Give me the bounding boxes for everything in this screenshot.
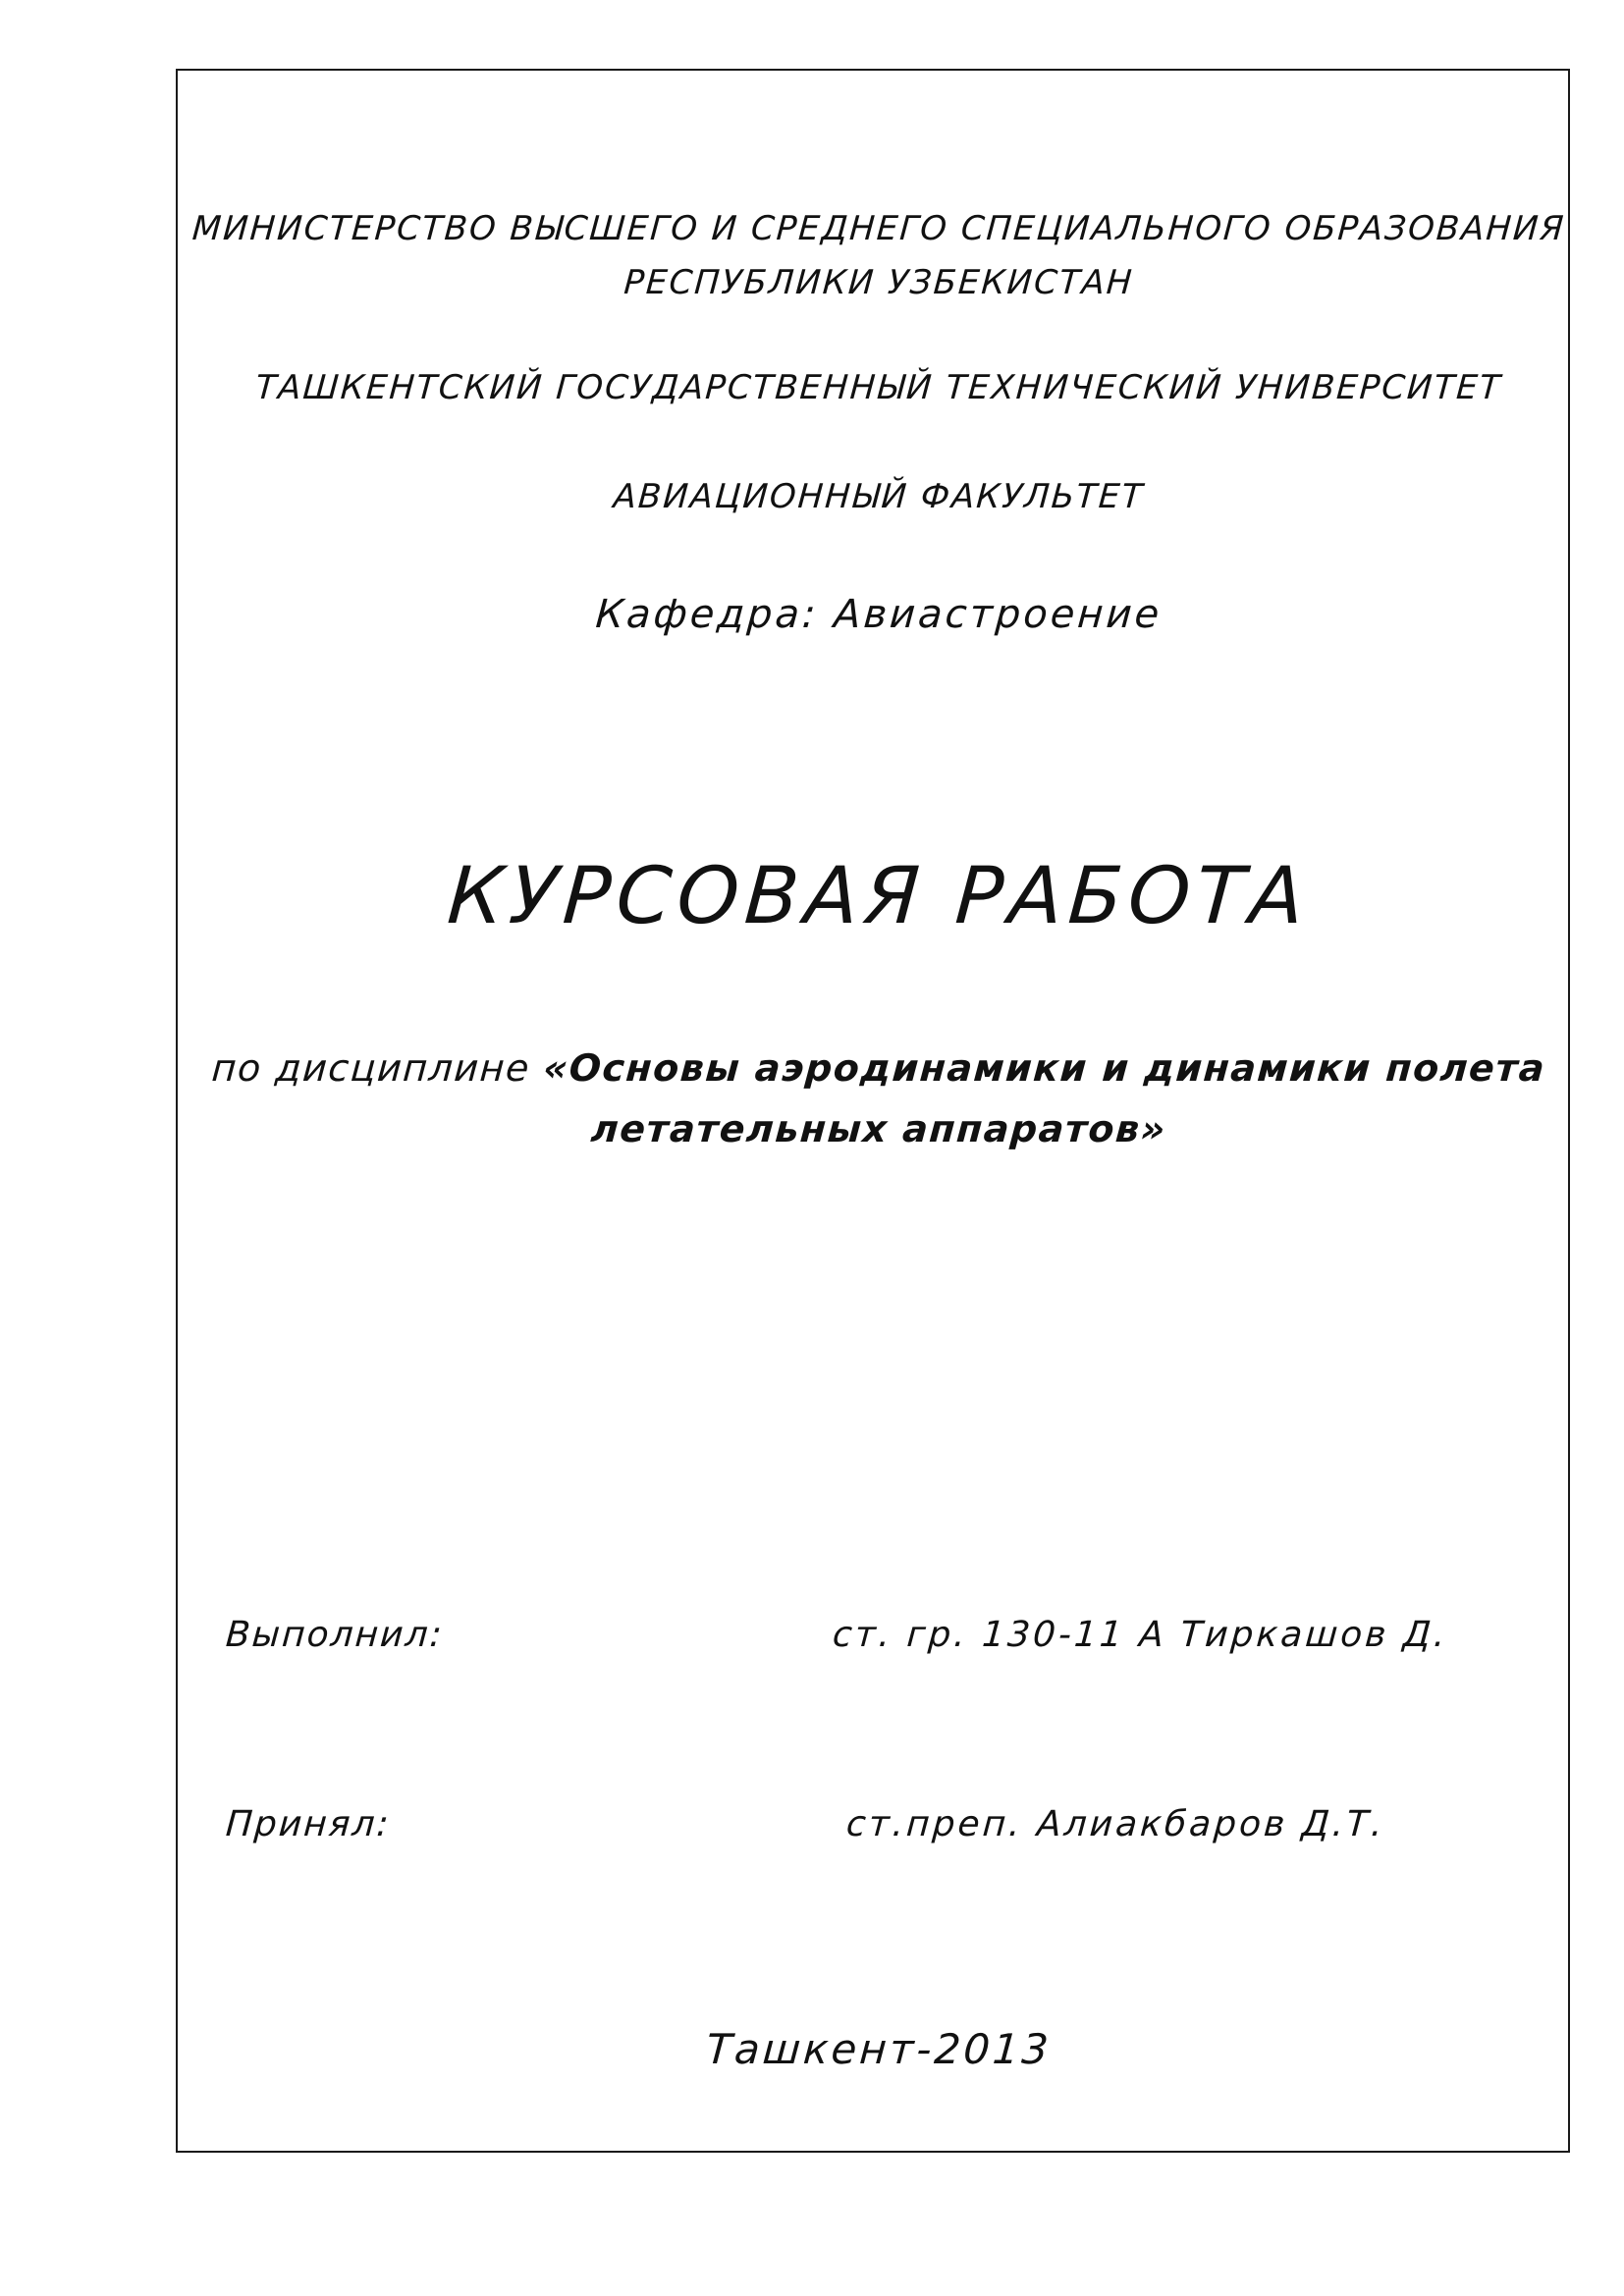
- discipline-subject-line-2: летательных аппаратов»: [589, 1107, 1168, 1150]
- ministry-line-1: МИНИСТЕРСТВО ВЫСШЕГО И СРЕДНЕГО СПЕЦИАЛЬНОГО ОБРАЗОВАНИЯ: [190, 209, 1567, 248]
- department-name: Кафедра: Авиастроение: [594, 592, 1164, 637]
- document-title: КУРСОВАЯ РАБОТА: [444, 850, 1314, 941]
- ministry-line-2: РЕСПУБЛИКИ УЗБЕКИСТАН: [623, 263, 1135, 302]
- faculty-name: АВИАЦИОННЫЙ ФАКУЛЬТЕТ: [612, 477, 1146, 516]
- university-name: ТАШКЕНТСКИЙ ГОСУДАРСТВЕННЫЙ ТЕХНИЧЕСКИЙ УНИВЕРСИТЕТ: [254, 368, 1503, 407]
- accepted-by-value: ст.преп. Алиакбаров Д.Т.: [844, 1804, 1387, 1844]
- performed-by-label: Выполнил:: [224, 1615, 446, 1655]
- discipline-line-1: [65, 1046, 1624, 1090]
- city-year: Ташкент-2013: [704, 2025, 1054, 2073]
- discipline-subject-line-1: «Основы аэродинамики и динамики полета: [542, 1046, 1547, 1090]
- performed-by-value: ст. гр. 130-11 А Тиркашов Д.: [831, 1615, 1450, 1655]
- discipline-prefix: по дисциплине: [210, 1046, 546, 1090]
- accepted-by-label: Принял:: [224, 1804, 393, 1844]
